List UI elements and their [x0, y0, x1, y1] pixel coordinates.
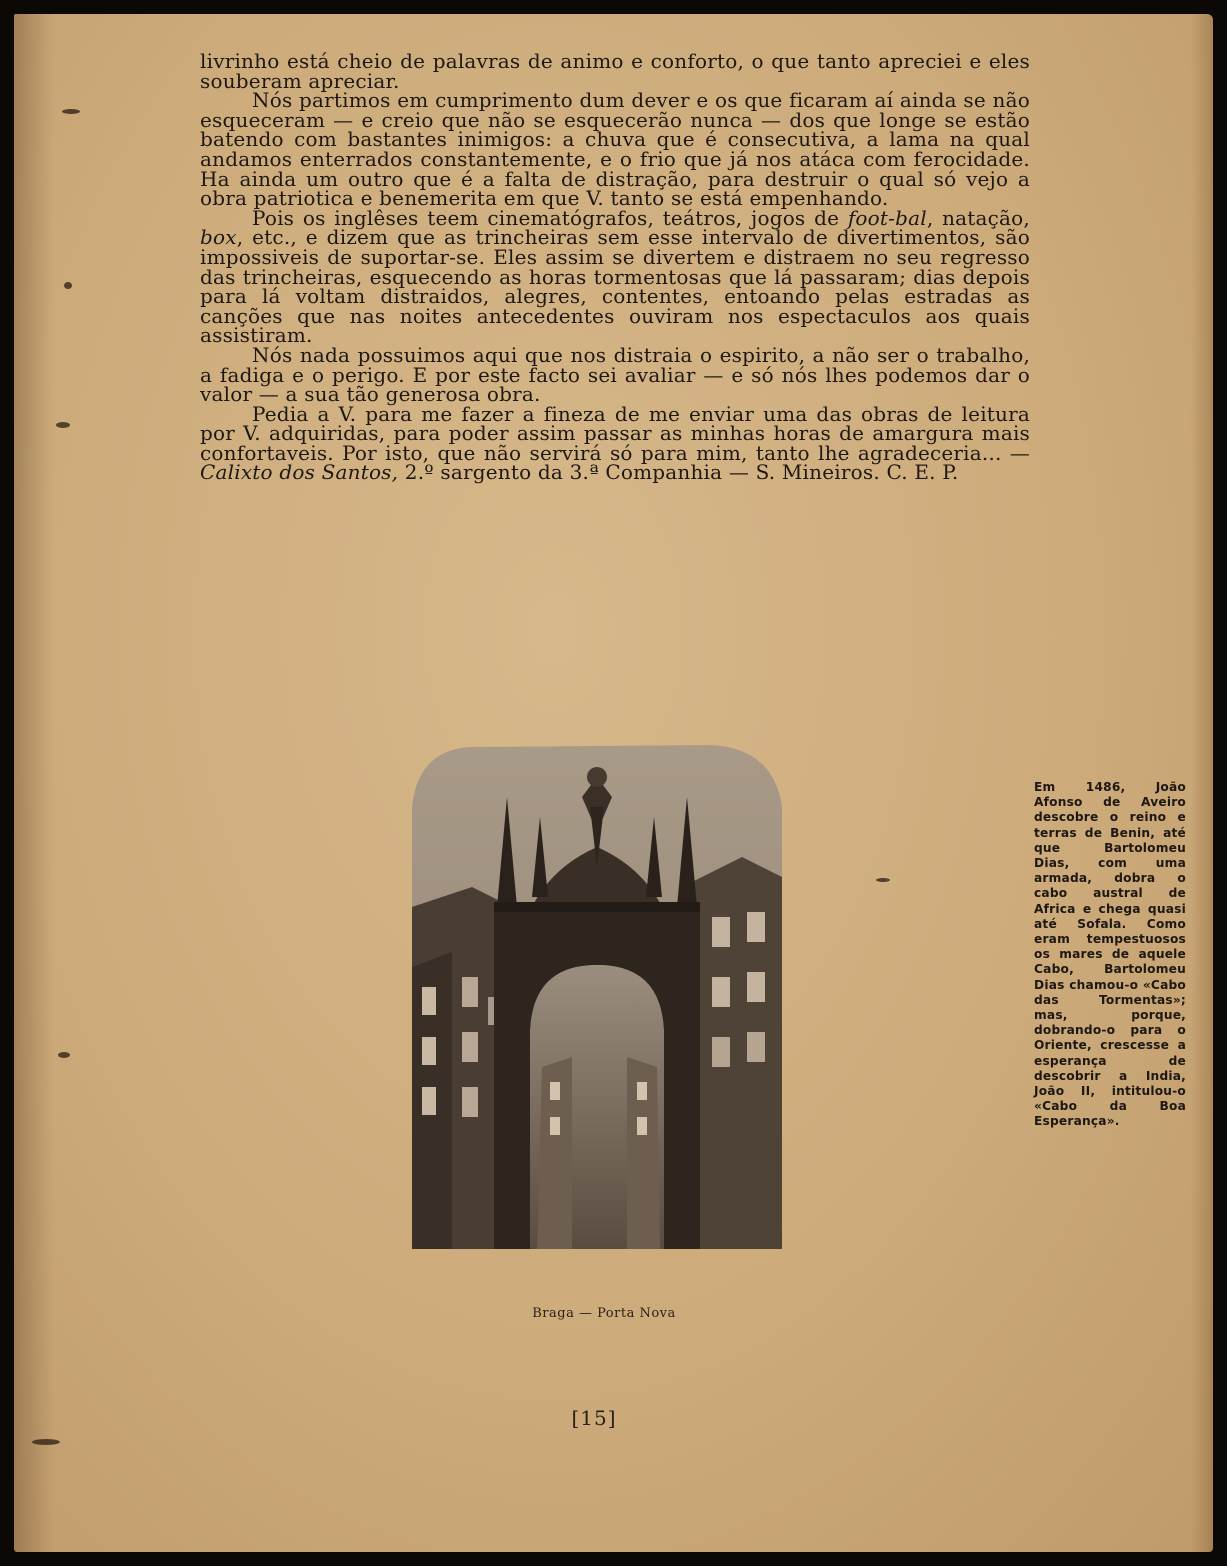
arch-illustration — [412, 737, 782, 1249]
page-number: [15] — [571, 1406, 617, 1430]
paragraph-3-part-b: , natação, — [926, 205, 1030, 230]
letter-paragraph-3 — [200, 205, 1030, 348]
braga-porta-nova-photo — [412, 737, 782, 1249]
sidebar-note: Em 1486, João Afonso de Aveiro descobre o reino e terras de Benin, até que Bartolomeu Dias, com uma armada, dobra o cabo austral de Africa e chega quasi até Sofala. Como eram tempestuosos os mares de aquele Cabo, Bartolomeu Dias chamou-o «Cabo das Tormentas»; mas, porque, dobrando-o para o Oriente, crescesse a esperança de descobrir a India, João II, intitulou-o «Cabo da Boa Esperança». — [1034, 780, 1186, 1129]
figure-caption: Braga — Porta Nova — [532, 1306, 676, 1321]
letter-text — [200, 49, 1030, 485]
ink-mark — [64, 282, 72, 289]
ink-mark — [876, 878, 890, 882]
book-page — [14, 14, 1213, 1552]
paragraph-5-part-a: Pedia a V. para me fazer a fineza de me enviar uma das obras de leitura por V. adquiridas, para poder assim passar as minhas horas de amargura mais confortaveis. Por isto, que não servirá só para mim, tanto lhe agradeceria... — — [200, 401, 1030, 465]
letter-paragraph-1: livrinho está cheio de palavras de animo e conforto, o que tanto apreciei e eles souberam apreciar. — [200, 49, 1030, 93]
letter-paragraph-4: Nós nada possuimos aqui que nos distraia o espirito, a não ser o trabalho, a fadiga e o perigo. E por este facto sei avaliar — e só nós lhes podemos dar o valor — a sua tão generosa obra. — [200, 342, 1030, 407]
letter-paragraph-5 — [200, 401, 1030, 485]
football-word: foot-bal — [847, 205, 927, 230]
ink-mark — [56, 422, 70, 428]
paragraph-3-part-a: Pois os inglêses teem cinematógrafos, teátros, jogos de — [252, 205, 848, 230]
paragraph-5-part-b: 2.º sargento da 3.ª Companhia — S. Mineiros. C. E. P. — [398, 460, 959, 485]
ink-mark — [32, 1439, 60, 1445]
paragraph-3-part-c: , etc., e dizem que as trincheiras sem esse intervalo de divertimentos, são impossiveis de suportar-se. Eles assim se divertem e distraem no seu regresso das trincheiras, esquecendo as horas tormentosas que lá passaram; dias depois para lá voltam distraidos, alegres, contentes, entoando pelas estradas as canções que nas noites antecedentes ouviram nos espectaculos aos quais assistiram. — [200, 225, 1030, 348]
ink-mark — [58, 1052, 70, 1058]
signature-name: Calixto dos Santos, — [200, 460, 399, 485]
box-word: box — [200, 225, 237, 250]
ink-mark — [62, 109, 80, 114]
letter-paragraph-2: Nós partimos em cumprimento dum dever e os que ficaram aí ainda se não esqueceram — e creio que não se esquecerão nunca — dos que longe se estão batendo com bastantes inimigos: a chuva que é consecutiva, a lama na qual andamos enterrados constantemente, e o frio que já nos atáca com ferocidade. Ha ainda um outro que é a falta de distração, para destruir o qual só vejo a obra patriotica e benemerita em que V. tanto se está empenhando. — [200, 88, 1030, 211]
